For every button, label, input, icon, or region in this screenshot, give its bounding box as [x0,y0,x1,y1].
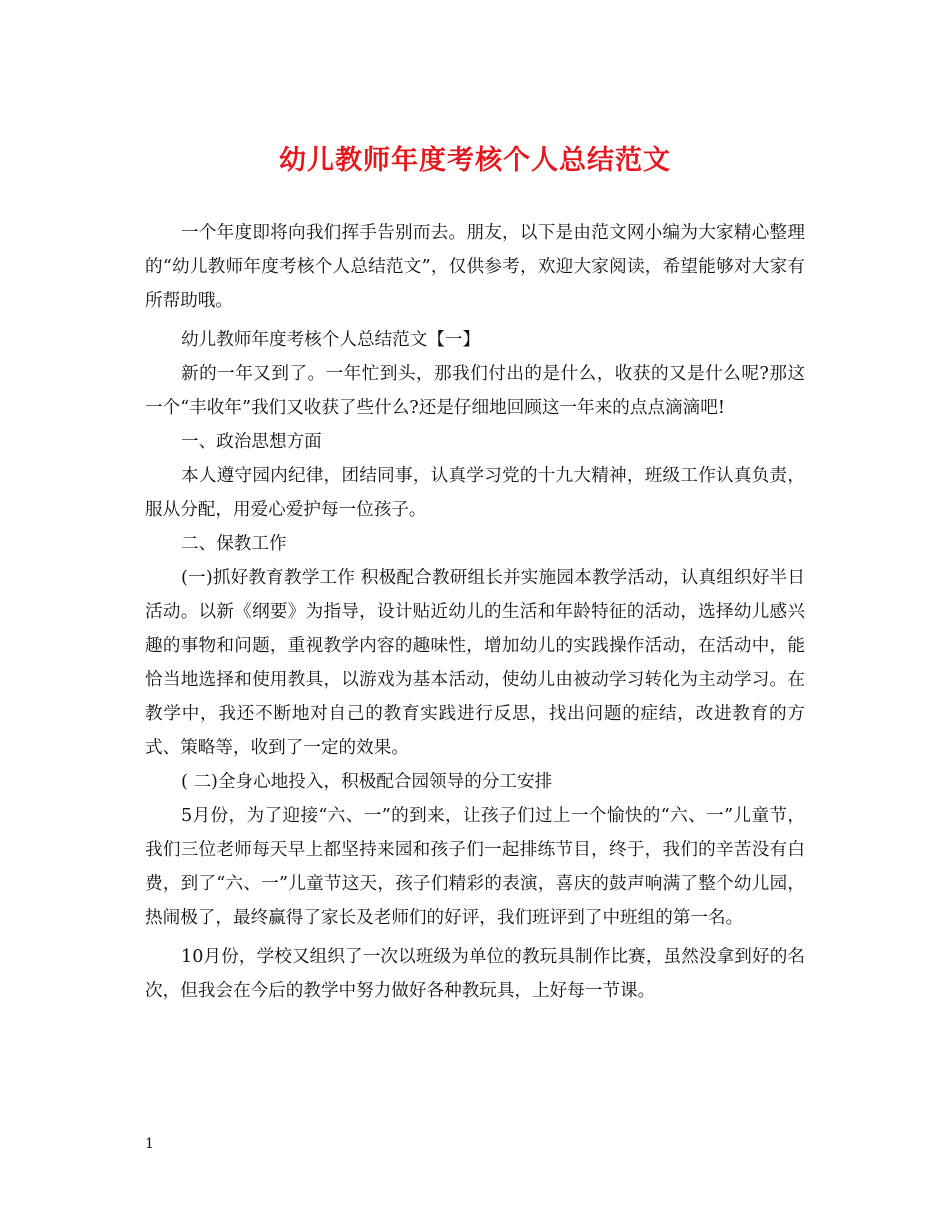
paragraph-politics: 本人遵守园内纪律，团结同事，认真学习党的十九大精神，班级工作认真负责，服从分配，用爱心爱护每一位孩子。 [145,466,805,520]
document-title: 幼儿教师年度考核个人总结范文 [279,145,671,176]
heading-education-work: 二、保教工作 [181,534,287,554]
section-heading-one: 幼儿教师年度考核个人总结范文【一】 [181,330,481,350]
paragraph-teaching: (一)抓好教育教学工作 积极配合教研组长并实施园本教学活动，认真组织好半日活动。以新《纲要》为指导，设计贴近幼儿的生活和年龄特征的活动，选择幼儿感兴趣的事物和问题，重视教学内容的趣味性，增加幼儿的实践操作活动，在活动中，能恰当地选择和使用教具，以游戏为基本活动，使幼儿由被动学习转化为主动学习。在教学中，我还不断地对自己的教育实践进行反思，找出问题的症结，改进教育的方式、策略等，收到了一定的效果。 [145,568,805,758]
paragraph-intro: 一个年度即将向我们挥手告别而去。朋友，以下是由范文网小编为大家精心整理的“幼儿教师年度考核个人总结范文”，仅供参考，欢迎大家阅读，希望能够对大家有所帮助哦。 [145,223,805,311]
document-body [145,216,805,1008]
paragraph-new-year: 新的一年又到了。一年忙到头，那我们付出的是什么，收获的又是什么呢?那这一个“丰收年”我们又收获了些什么?还是仔细地回顾这一年来的点点滴滴吧! [145,364,805,418]
page-number: 1 [145,1136,154,1152]
heading-politics: 一、政治思想方面 [181,432,322,452]
paragraph-october: 10月份，学校又组织了一次以班级为单位的教玩具制作比赛，虽然没拿到好的名次，但我会在今后的教学中努力做好各种教玩具，上好每一节课。 [145,947,805,1001]
paragraph-may: 5月份，为了迎接“六、一”的到来，让孩子们过上一个愉快的“六、一”儿童节，我们三位老师每天早上都坚持来园和孩子们一起排练节目，终于，我们的辛苦没有白费，到了“六、一”儿童节这天，孩子们精彩的表演，喜庆的鼓声响满了整个幼儿园，热闹极了，最终赢得了家长及老师们的好评，我们班评到了中班组的第一名。 [145,806,805,928]
heading-devotion: ( 二)全身心地投入，积极配合园领导的分工安排 [181,772,553,792]
